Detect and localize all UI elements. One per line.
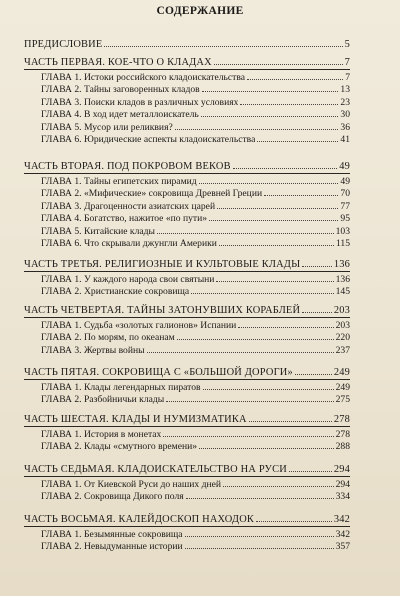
dot-leader [185,528,334,537]
chapter-entry-page-number: 237 [335,344,350,356]
part-heading [24,56,350,69]
chapter-entry-title: ГЛАВА 6. Что скрывали джунгли Америки [41,238,217,249]
chapter-entry-page-number: 145 [335,286,350,298]
chapter-entry [41,273,350,286]
part-underline [24,426,350,427]
part-heading-title: ЧАСТЬ ШЕСТАЯ. КЛАДЫ И НУМИЗМАТИКА [24,414,247,425]
dot-leader [217,200,338,209]
dot-leader [249,413,332,422]
dot-leader [191,285,333,294]
dot-leader [219,237,334,246]
part-underline [24,526,350,527]
chapter-entry [41,108,350,121]
chapter-entry-title: ГЛАВА 3. Жертвы войны [41,344,145,356]
part-underline [24,271,350,272]
chapter-entry-page-number: 203 [335,320,350,331]
preface-entry [24,38,350,51]
chapter-entry-title: ГЛАВА 2. Тайны заговоренных кладов [41,84,200,96]
chapter-entry-page-number: 334 [335,491,350,503]
dot-leader [186,490,334,499]
dot-leader [199,175,339,184]
dot-leader [238,319,333,328]
dot-leader [302,304,332,313]
chapter-entry [41,428,350,441]
chapter-entry-page-number: 77 [340,200,350,212]
dot-leader [216,273,333,282]
chapter-entry-title: ГЛАВА 2. Христианские сокровища [41,286,190,298]
chapter-entry-title: ГЛАВА 1. Судьба «золотых галионов» Испании [41,320,237,331]
chapter-entry [41,225,350,238]
chapter-entry-page-number: 357 [335,541,350,553]
part-heading-title: ЧАСТЬ ПЯТАЯ. СОКРОВИЩА С «БОЛЬШОЙ ДОРОГИ» [24,367,293,378]
dot-leader [233,160,337,169]
chapter-entry [41,187,350,200]
part-heading [24,463,350,476]
chapter-entry-page-number: 103 [335,225,350,237]
chapter-entry [41,490,350,503]
chapter-entry-page-number: 278 [335,429,350,440]
part-underline [24,476,350,477]
chapter-entry-page-number: 288 [335,441,350,453]
part-heading-page-number: 278 [333,414,350,425]
dot-leader [202,83,339,92]
chapter-entry-page-number: 7 [345,72,350,83]
chapter-entry-page-number: 30 [340,109,350,121]
chapter-entry-title: ГЛАВА 3. Поиски кладов в различных условиях [41,96,239,108]
dot-leader [289,463,332,472]
chapter-entry [41,540,350,553]
chapter-entry [41,285,350,298]
page-title: СОДЕРЖАНИЕ [156,5,244,17]
chapter-entry-title: ГЛАВА 1. От Киевской Руси до наших дней [41,479,222,490]
part-heading-title: ЧАСТЬ СЕДЬМАЯ. КЛАДОИСКАТЕЛЬСТВО НА РУСИ [24,464,287,475]
chapter-entry [41,96,350,109]
part-heading-title: ЧАСТЬ ВОСЬМАЯ. КАЛЕЙДОСКОП НАХОДОК [24,514,255,525]
dot-leader [157,225,334,234]
part-heading-title: ЧАСТЬ ЧЕТВЕРТАЯ. ТАЙНЫ ЗАТОНУВШИХ КОРАБЛЕЙ [24,305,301,316]
chapter-entry-page-number: 41 [340,134,350,145]
dot-leader [199,440,334,449]
chapter-entry-title: ГЛАВА 2. Невыдуманные истории [41,541,183,553]
dot-leader [240,96,338,105]
chapter-entry-title: ГЛАВА 2. Клады «смутного времени» [41,441,198,453]
chapter-entry-page-number: 95 [340,213,350,225]
chapter-entry-title: ГЛАВА 1. Клады легендарных пиратов [41,382,201,393]
chapter-entry-title: ГЛАВА 1. Истоки российского кладоискательства [41,72,245,83]
chapter-entry [41,381,350,394]
part-heading [24,413,350,426]
chapter-entry [41,133,350,146]
part-heading-page-number: 49 [339,161,350,172]
chapter-entry [41,121,350,134]
chapter-entry-page-number: 23 [340,96,350,108]
dot-leader [166,393,333,402]
dot-leader [201,108,339,117]
chapter-entry-page-number: 36 [340,121,350,133]
chapter-entry-page-number: 70 [340,188,350,200]
chapter-entry [41,200,350,213]
chapter-entry [41,319,350,332]
part-underline [24,173,350,174]
chapter-entry [41,237,350,250]
chapter-entry-title: ГЛАВА 1. Безымянные сокровища [41,529,183,540]
chapter-entry-page-number: 136 [335,274,350,285]
dot-leader [257,133,338,142]
chapter-entry [41,331,350,344]
chapter-entry-title: ГЛАВА 1. У каждого народа свои святыни [41,274,215,285]
chapter-entry [41,528,350,541]
chapter-entry-title: ГЛАВА 4. В ход идет металлоискатель [41,109,199,121]
part-underline [24,317,350,318]
part-heading-page-number: 7 [344,57,350,68]
part-heading [24,304,350,317]
chapter-entry-title: ГЛАВА 1. Тайны египетских пирамид [41,176,197,187]
dot-leader [223,478,334,487]
dot-leader [295,366,332,375]
chapter-entry [41,175,350,188]
dot-leader [214,56,343,65]
chapter-entry-page-number: 13 [340,84,350,96]
part-heading-page-number: 136 [333,259,350,270]
dot-leader [104,38,342,47]
dot-leader [185,540,334,549]
chapter-entry-title: ГЛАВА 3. Драгоценности азиатских царей [41,200,216,212]
chapter-entry-title: ГЛАВА 2. Сокровища Дикого поля [41,491,184,503]
dot-leader [247,71,343,80]
preface-entry-page-number: 5 [344,39,350,50]
dot-leader [264,187,338,196]
chapter-entry [41,440,350,453]
chapter-entry-page-number: 294 [335,479,350,490]
chapter-entry-title: ГЛАВА 6. Юридические аспекты кладоискательства [41,134,256,145]
chapter-entry-page-number: 342 [335,529,350,540]
part-heading [24,160,350,173]
dot-leader [256,513,332,522]
part-heading-page-number: 294 [333,464,350,475]
part-heading-page-number: 249 [333,367,350,378]
chapter-entry-title: ГЛАВА 5. Китайские клады [41,225,155,237]
dot-leader [203,381,334,390]
chapter-entry-title: ГЛАВА 2. По морям, по океанам [41,332,175,344]
chapter-entry [41,478,350,491]
part-heading-page-number: 203 [333,305,350,316]
part-heading-title: ЧАСТЬ ПЕРВАЯ. КОЕ-ЧТО О КЛАДАХ [24,57,212,68]
part-heading-title: ЧАСТЬ ВТОРАЯ. ПОД ПОКРОВОМ ВЕКОВ [24,161,231,172]
dot-leader [147,344,334,353]
chapter-entry-title: ГЛАВА 1. История в монетах [41,429,162,440]
dot-leader [209,212,338,221]
chapter-entry-page-number: 115 [335,238,350,249]
dot-leader [177,331,334,340]
chapter-entry-page-number: 249 [335,382,350,393]
chapter-entry-title: ГЛАВА 2. «Мифические» сокровища Древней Греции [41,188,263,200]
part-heading [24,258,350,271]
chapter-entry [41,83,350,96]
chapter-entry [41,393,350,406]
dot-leader [163,428,333,437]
part-heading [24,366,350,379]
chapter-entry-title: ГЛАВА 2. Разбойничьи клады [41,394,165,406]
chapter-entry-page-number: 275 [335,394,350,406]
chapter-entry-page-number: 49 [340,176,350,187]
preface-entry-title: ПРЕДИСЛОВИЕ [24,39,103,50]
chapter-entry-page-number: 220 [335,332,350,344]
chapter-entry-title: ГЛАВА 4. Богатство, нажитое «по пути» [41,213,208,225]
chapter-entry [41,212,350,225]
part-underline [24,379,350,380]
dot-leader [175,121,339,130]
part-heading-title: ЧАСТЬ ТРЕТЬЯ. РЕЛИГИОЗНЫЕ И КУЛЬТОВЫЕ КЛАДЫ [24,259,301,270]
part-heading [24,513,350,526]
part-heading-page-number: 342 [333,514,350,525]
part-underline [24,69,350,70]
chapter-entry [41,71,350,84]
dot-leader [302,258,331,267]
chapter-entry-title: ГЛАВА 5. Мусор или реликвия? [41,121,173,133]
chapter-entry [41,344,350,357]
